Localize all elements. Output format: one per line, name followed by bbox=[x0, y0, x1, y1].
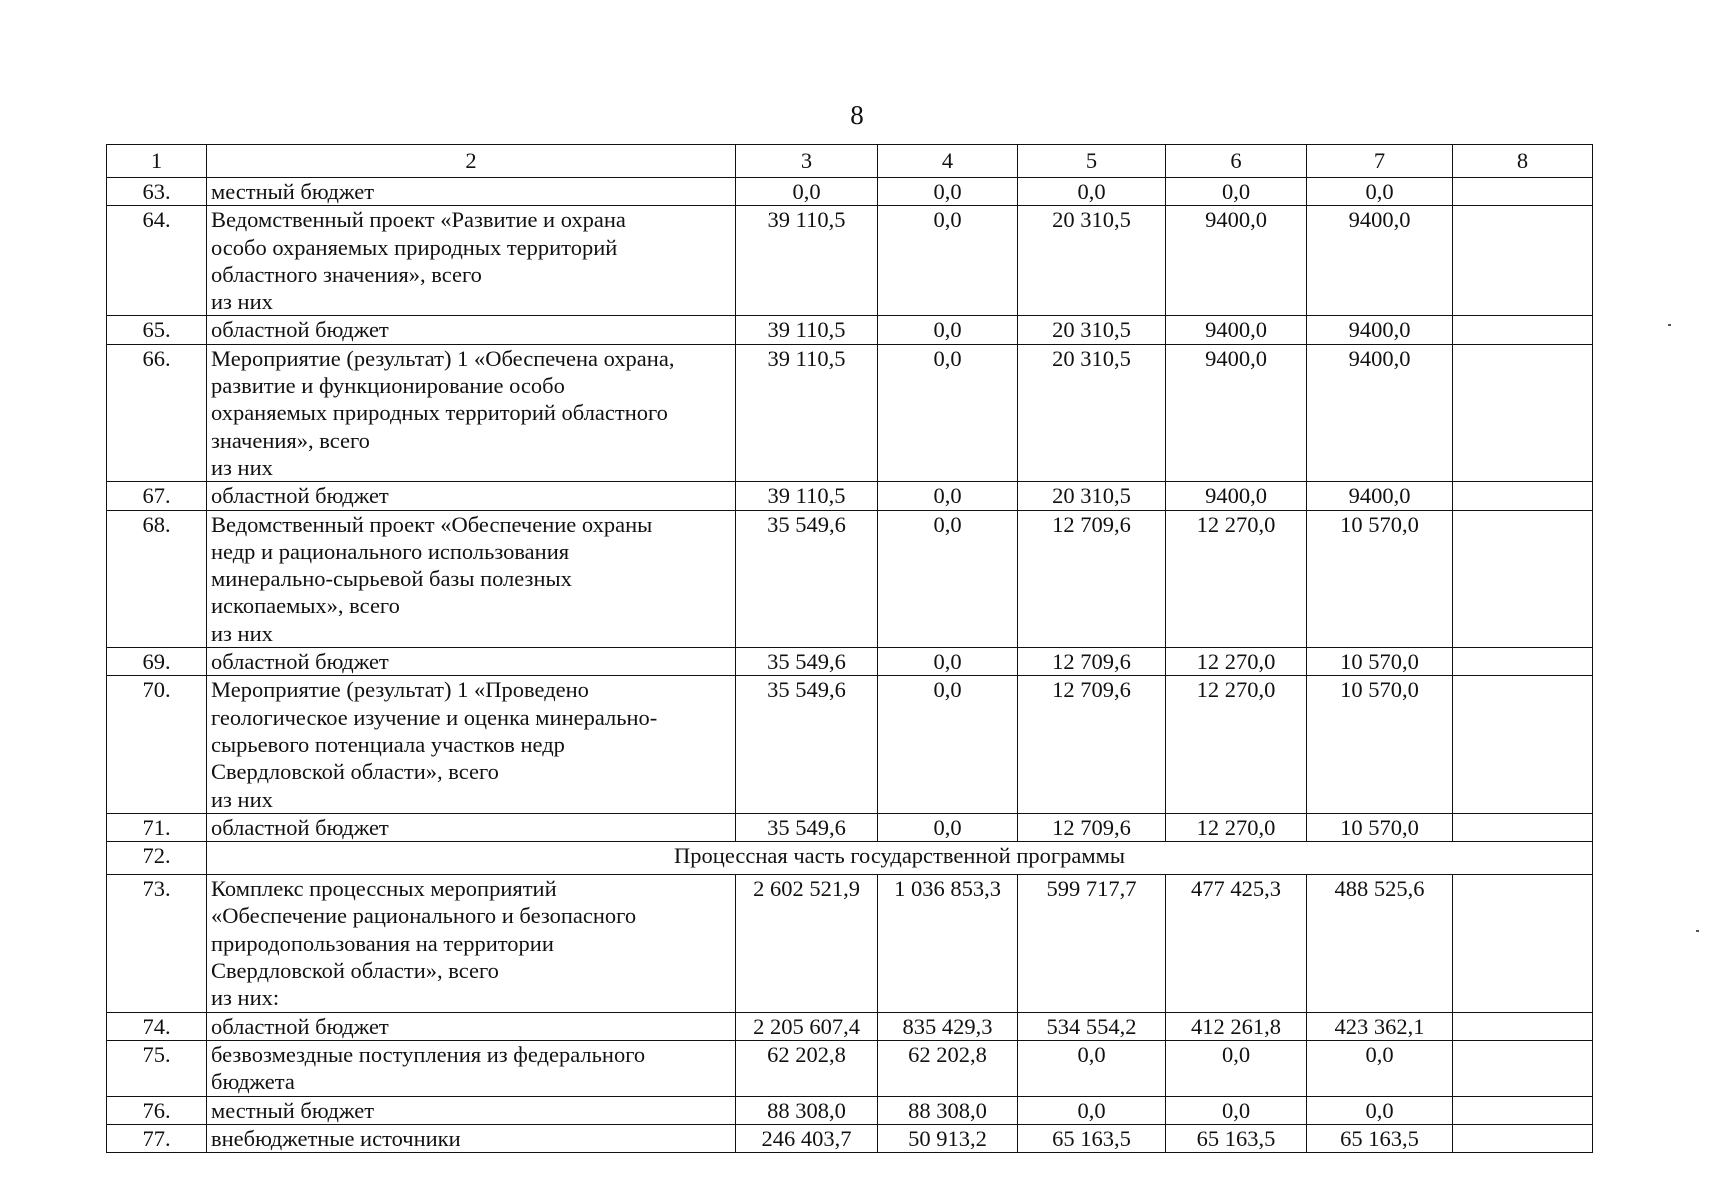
table-row bbox=[107, 813, 1593, 841]
description-line: внебюджетные источники bbox=[211, 1125, 461, 1151]
amount-cell-col6: 0,0 bbox=[1166, 178, 1307, 206]
amount-cell-col5: 12 709,6 bbox=[1018, 510, 1166, 647]
amount-cell-col7: 9400,0 bbox=[1307, 344, 1453, 481]
scan-speck bbox=[1668, 324, 1671, 326]
amount-cell-col7: 9400,0 bbox=[1307, 206, 1453, 316]
description-line: особо охраняемых природных территорий bbox=[211, 234, 618, 260]
amount-cell-col8 bbox=[1453, 676, 1593, 813]
amount-cell-col3: 35 549,6 bbox=[736, 510, 878, 647]
amount-cell-col5: 0,0 bbox=[1018, 178, 1166, 206]
description-line: недр и рационального использования bbox=[211, 538, 570, 564]
amount-cell-col8 bbox=[1453, 1040, 1593, 1096]
row-description bbox=[207, 648, 736, 676]
amount-cell-col7: 65 163,5 bbox=[1307, 1124, 1453, 1152]
row-description bbox=[207, 1096, 736, 1124]
row-description bbox=[207, 1040, 736, 1096]
amount-cell-col6: 12 270,0 bbox=[1166, 813, 1307, 841]
description-line: областной бюджет bbox=[211, 814, 389, 840]
amount-cell-col5: 534 554,2 bbox=[1018, 1012, 1166, 1040]
amount-cell-col8 bbox=[1453, 316, 1593, 344]
column-number-header: 1 bbox=[107, 145, 207, 178]
amount-cell-col6: 9400,0 bbox=[1166, 344, 1307, 481]
amount-cell-col3: 39 110,5 bbox=[736, 482, 878, 510]
column-number-header: 2 bbox=[207, 145, 736, 178]
description-line: Ведомственный проект «Развитие и охрана bbox=[211, 207, 626, 233]
amount-cell-col6: 0,0 bbox=[1166, 1096, 1307, 1124]
page-number: 8 bbox=[850, 100, 864, 130]
amount-cell-col5: 20 310,5 bbox=[1018, 344, 1166, 481]
amount-cell-col5: 599 717,7 bbox=[1018, 875, 1166, 1012]
description-line: из них bbox=[211, 786, 273, 812]
amount-cell-col3: 62 202,8 bbox=[736, 1040, 878, 1096]
amount-cell-col4: 88 308,0 bbox=[878, 1096, 1018, 1124]
row-number: 75. bbox=[107, 1040, 207, 1096]
amount-cell-col3: 246 403,7 bbox=[736, 1124, 878, 1152]
row-description bbox=[207, 178, 736, 206]
row-number: 66. bbox=[107, 344, 207, 481]
amount-cell-col8 bbox=[1453, 1124, 1593, 1152]
row-description bbox=[207, 316, 736, 344]
amount-cell-col7: 9400,0 bbox=[1307, 316, 1453, 344]
amount-cell-col6: 0,0 bbox=[1166, 1040, 1307, 1096]
amount-cell-col4: 0,0 bbox=[878, 316, 1018, 344]
amount-cell-col7: 423 362,1 bbox=[1307, 1012, 1453, 1040]
amount-cell-col3: 35 549,6 bbox=[736, 648, 878, 676]
description-line: Мероприятие (результат) 1 «Проведено bbox=[211, 677, 589, 703]
amount-cell-col5: 20 310,5 bbox=[1018, 206, 1166, 316]
description-line: сырьевого потенциала участков недр bbox=[211, 731, 565, 757]
row-number: 71. bbox=[107, 813, 207, 841]
description-line: Комплекс процессных мероприятий bbox=[211, 876, 557, 902]
row-number: 73. bbox=[107, 875, 207, 1012]
amount-cell-col4: 0,0 bbox=[878, 510, 1018, 647]
description-line: областной бюджет bbox=[211, 1013, 389, 1039]
amount-cell-col5: 12 709,6 bbox=[1018, 648, 1166, 676]
column-number-header: 5 bbox=[1018, 145, 1166, 178]
amount-cell-col5: 12 709,6 bbox=[1018, 676, 1166, 813]
table-row bbox=[107, 676, 1593, 813]
amount-cell-col4: 0,0 bbox=[878, 676, 1018, 813]
section-heading: Процессная часть государственной программы bbox=[207, 842, 1593, 875]
amount-cell-col4: 0,0 bbox=[878, 482, 1018, 510]
amount-cell-col4: 0,0 bbox=[878, 813, 1018, 841]
row-description bbox=[207, 510, 736, 647]
amount-cell-col8 bbox=[1453, 1096, 1593, 1124]
amount-cell-col8 bbox=[1453, 206, 1593, 316]
description-line: местный бюджет bbox=[211, 1097, 375, 1123]
amount-cell-col8 bbox=[1453, 648, 1593, 676]
table-row bbox=[107, 344, 1593, 481]
column-number-header: 8 bbox=[1453, 145, 1593, 178]
description-line: местный бюджет bbox=[211, 179, 375, 204]
amount-cell-col6: 9400,0 bbox=[1166, 482, 1307, 510]
row-description bbox=[207, 676, 736, 813]
row-number: 68. bbox=[107, 510, 207, 647]
amount-cell-col3: 0,0 bbox=[736, 178, 878, 206]
description-line: безвозмездные поступления из федерального bbox=[211, 1041, 646, 1067]
amount-cell-col7: 10 570,0 bbox=[1307, 676, 1453, 813]
amount-cell-col5: 0,0 bbox=[1018, 1040, 1166, 1096]
description-line: областной бюджет bbox=[211, 317, 389, 343]
amount-cell-col7: 10 570,0 bbox=[1307, 813, 1453, 841]
amount-cell-col3: 39 110,5 bbox=[736, 316, 878, 344]
description-line: развитие и функционирование особо bbox=[211, 373, 565, 399]
row-description bbox=[207, 875, 736, 1012]
table-row bbox=[107, 1012, 1593, 1040]
description-line: охраняемых природных территорий областного bbox=[211, 400, 668, 426]
amount-cell-col8 bbox=[1453, 813, 1593, 841]
amount-cell-col5: 12 709,6 bbox=[1018, 813, 1166, 841]
amount-cell-col6: 9400,0 bbox=[1166, 206, 1307, 316]
amount-cell-col3: 39 110,5 bbox=[736, 344, 878, 481]
amount-cell-col4: 50 913,2 bbox=[878, 1124, 1018, 1152]
column-number-header: 7 bbox=[1307, 145, 1453, 178]
column-number-header: 3 bbox=[736, 145, 878, 178]
description-line: природопользования на территории bbox=[211, 930, 554, 956]
table-row bbox=[107, 842, 1593, 875]
amount-cell-col3: 35 549,6 bbox=[736, 676, 878, 813]
amount-cell-col4: 0,0 bbox=[878, 206, 1018, 316]
amount-cell-col6: 9400,0 bbox=[1166, 316, 1307, 344]
amount-cell-col5: 65 163,5 bbox=[1018, 1124, 1166, 1152]
table-row bbox=[107, 1040, 1593, 1096]
amount-cell-col6: 12 270,0 bbox=[1166, 510, 1307, 647]
row-description bbox=[207, 206, 736, 316]
description-line: Свердловской области», всего bbox=[211, 958, 499, 984]
amount-cell-col7: 10 570,0 bbox=[1307, 510, 1453, 647]
row-number: 74. bbox=[107, 1012, 207, 1040]
amount-cell-col3: 2 602 521,9 bbox=[736, 875, 878, 1012]
amount-cell-col5: 20 310,5 bbox=[1018, 482, 1166, 510]
description-line: Мероприятие (результат) 1 «Обеспечена охрана, bbox=[211, 345, 675, 371]
amount-cell-col8 bbox=[1453, 178, 1593, 206]
amount-cell-col7: 488 525,6 bbox=[1307, 875, 1453, 1012]
table-row bbox=[107, 510, 1593, 647]
amount-cell-col8 bbox=[1453, 482, 1593, 510]
row-number: 69. bbox=[107, 648, 207, 676]
amount-cell-col4: 0,0 bbox=[878, 344, 1018, 481]
amount-cell-col3: 39 110,5 bbox=[736, 206, 878, 316]
row-number: 77. bbox=[107, 1124, 207, 1152]
table-header-row bbox=[107, 145, 1593, 178]
table-row bbox=[107, 206, 1593, 316]
row-number: 65. bbox=[107, 316, 207, 344]
description-line: ископаемых», всего bbox=[211, 593, 400, 619]
amount-cell-col4: 0,0 bbox=[878, 178, 1018, 206]
amount-cell-col3: 2 205 607,4 bbox=[736, 1012, 878, 1040]
scan-speck bbox=[1696, 930, 1699, 932]
table-row bbox=[107, 1124, 1593, 1152]
description-line: областного значения», всего bbox=[211, 261, 482, 287]
amount-cell-col8 bbox=[1453, 510, 1593, 647]
row-description bbox=[207, 1124, 736, 1152]
row-number: 64. bbox=[107, 206, 207, 316]
amount-cell-col7: 10 570,0 bbox=[1307, 648, 1453, 676]
row-description bbox=[207, 813, 736, 841]
amount-cell-col8 bbox=[1453, 875, 1593, 1012]
amount-cell-col7: 0,0 bbox=[1307, 1096, 1453, 1124]
column-number-header: 6 bbox=[1166, 145, 1307, 178]
description-line: бюджета bbox=[211, 1069, 295, 1095]
row-description bbox=[207, 344, 736, 481]
description-line: значения», всего bbox=[211, 427, 370, 453]
table-row bbox=[107, 178, 1593, 206]
table-row bbox=[107, 875, 1593, 1012]
description-line: областной бюджет bbox=[211, 483, 389, 509]
budget-table bbox=[106, 144, 1593, 1153]
row-number: 63. bbox=[107, 178, 207, 206]
amount-cell-col7: 9400,0 bbox=[1307, 482, 1453, 510]
description-line: из них: bbox=[211, 985, 280, 1011]
description-line: минерально-сырьевой базы полезных bbox=[211, 566, 572, 592]
description-line: из них bbox=[211, 454, 273, 480]
amount-cell-col4: 1 036 853,3 bbox=[878, 875, 1018, 1012]
amount-cell-col6: 65 163,5 bbox=[1166, 1124, 1307, 1152]
description-line: геологическое изучение и оценка минерально- bbox=[211, 704, 658, 730]
description-line: Свердловской области», всего bbox=[211, 759, 499, 785]
amount-cell-col8 bbox=[1453, 1012, 1593, 1040]
row-number: 70. bbox=[107, 676, 207, 813]
description-line: из них bbox=[211, 289, 273, 315]
amount-cell-col5: 0,0 bbox=[1018, 1096, 1166, 1124]
amount-cell-col3: 35 549,6 bbox=[736, 813, 878, 841]
amount-cell-col6: 412 261,8 bbox=[1166, 1012, 1307, 1040]
table-row bbox=[107, 1096, 1593, 1124]
description-line: областной бюджет bbox=[211, 649, 389, 675]
row-description bbox=[207, 482, 736, 510]
table-row bbox=[107, 482, 1593, 510]
row-number: 72. bbox=[107, 842, 207, 875]
amount-cell-col8 bbox=[1453, 344, 1593, 481]
description-line: «Обеспечение рационального и безопасного bbox=[211, 903, 637, 929]
amount-cell-col7: 0,0 bbox=[1307, 1040, 1453, 1096]
row-number: 76. bbox=[107, 1096, 207, 1124]
description-line: Ведомственный проект «Обеспечение охраны bbox=[211, 511, 653, 537]
amount-cell-col4: 0,0 bbox=[878, 648, 1018, 676]
amount-cell-col6: 12 270,0 bbox=[1166, 676, 1307, 813]
amount-cell-col5: 20 310,5 bbox=[1018, 316, 1166, 344]
amount-cell-col4: 835 429,3 bbox=[878, 1012, 1018, 1040]
description-line: из них bbox=[211, 620, 273, 646]
row-number: 67. bbox=[107, 482, 207, 510]
column-number-header: 4 bbox=[878, 145, 1018, 178]
amount-cell-col6: 12 270,0 bbox=[1166, 648, 1307, 676]
table-row bbox=[107, 316, 1593, 344]
amount-cell-col4: 62 202,8 bbox=[878, 1040, 1018, 1096]
amount-cell-col6: 477 425,3 bbox=[1166, 875, 1307, 1012]
amount-cell-col7: 0,0 bbox=[1307, 178, 1453, 206]
table-row bbox=[107, 648, 1593, 676]
amount-cell-col3: 88 308,0 bbox=[736, 1096, 878, 1124]
row-description bbox=[207, 1012, 736, 1040]
